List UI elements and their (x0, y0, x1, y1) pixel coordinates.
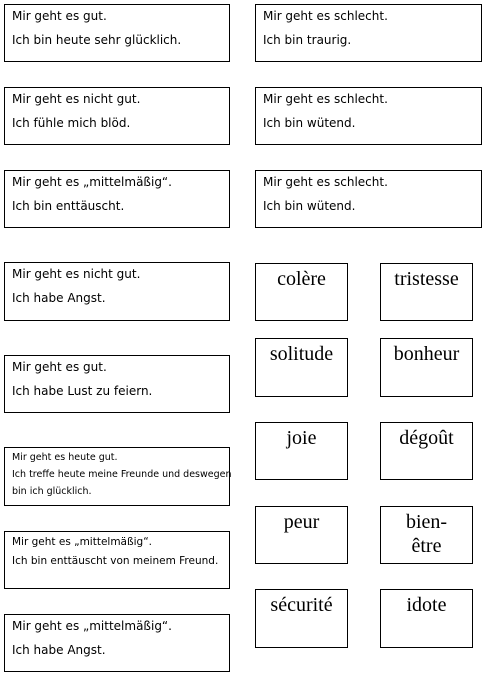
sentence-line-2: Ich bin enttäuscht. (12, 199, 125, 213)
word-label: colère (277, 268, 326, 290)
sentence-card-5 (4, 170, 230, 228)
sentence-line-2: Ich bin wütend. (263, 116, 356, 130)
word-label-line-1: bien- (405, 511, 448, 533)
sentence-line-2: Ich habe Angst. (12, 643, 106, 657)
sentence-line-1: Mir geht es gut. (12, 360, 107, 374)
word-card-idote (380, 589, 473, 648)
sentence-line-1: Mir geht es „mittelmäßig“. (12, 619, 172, 633)
sentence-line-2: Ich bin heute sehr glücklich. (12, 33, 182, 47)
sentence-line-2: Ich habe Angst. (12, 291, 106, 305)
sentence-line-1: Mir geht es schlecht. (263, 92, 388, 106)
word-card-bonheur (380, 338, 473, 397)
word-label: peur (283, 511, 320, 533)
sentence-line-1: Mir geht es nicht gut. (12, 92, 141, 106)
sentence-card-11 (4, 614, 230, 672)
sentence-line-1: Mir geht es gut. (12, 9, 107, 23)
sentence-card-9 (4, 447, 230, 506)
sentence-line-1: Mir geht es „mittelmäßig“. (12, 536, 152, 548)
sentence-line-1: Mir geht es nicht gut. (12, 267, 141, 281)
word-card-degout (380, 422, 473, 480)
word-card-colere (255, 263, 348, 321)
sentence-card-10 (4, 531, 230, 589)
word-card-securite (255, 589, 348, 648)
word-label: joie (286, 427, 317, 449)
sentence-line-2: Ich fühle mich blöd. (12, 116, 131, 130)
sentence-card-3 (4, 87, 230, 145)
sentence-card-6 (255, 170, 482, 228)
sentence-line-2: Ich treffe heute meine Freunde und deswegen (12, 469, 232, 480)
word-label-line-2: être (411, 535, 442, 557)
sentence-line-1: Mir geht es „mittelmäßig“. (12, 175, 172, 189)
word-card-bien-etre (380, 506, 473, 564)
sentence-line-1: Mir geht es schlecht. (263, 9, 388, 23)
word-card-peur (255, 506, 348, 564)
sentence-line-2: Ich bin wütend. (263, 199, 356, 213)
word-label: bonheur (393, 343, 460, 365)
word-label: idote (406, 594, 447, 616)
sentence-line-1: Mir geht es schlecht. (263, 175, 388, 189)
word-card-solitude (255, 338, 348, 397)
word-label: sécurité (270, 594, 333, 616)
sentence-line-2: Ich bin enttäuscht von meinem Freund. (12, 555, 219, 567)
sentence-card-7 (4, 262, 230, 321)
word-label: dégoût (399, 427, 454, 449)
sentence-card-8 (4, 355, 230, 413)
sentence-card-4 (255, 87, 482, 145)
sentence-line-2: Ich habe Lust zu feiern. (12, 384, 153, 398)
word-label (406, 510, 447, 558)
sentence-card-2 (255, 4, 482, 62)
sentence-line-2: Ich bin traurig. (263, 33, 352, 47)
sentence-card-1 (4, 4, 230, 62)
word-label: solitude (269, 343, 334, 365)
word-label: tristesse (394, 268, 459, 290)
word-card-joie (255, 422, 348, 480)
sentence-line-1: Mir geht es heute gut. (12, 452, 118, 463)
sentence-line-3: bin ich glücklich. (12, 486, 92, 497)
word-card-tristesse (380, 263, 473, 321)
